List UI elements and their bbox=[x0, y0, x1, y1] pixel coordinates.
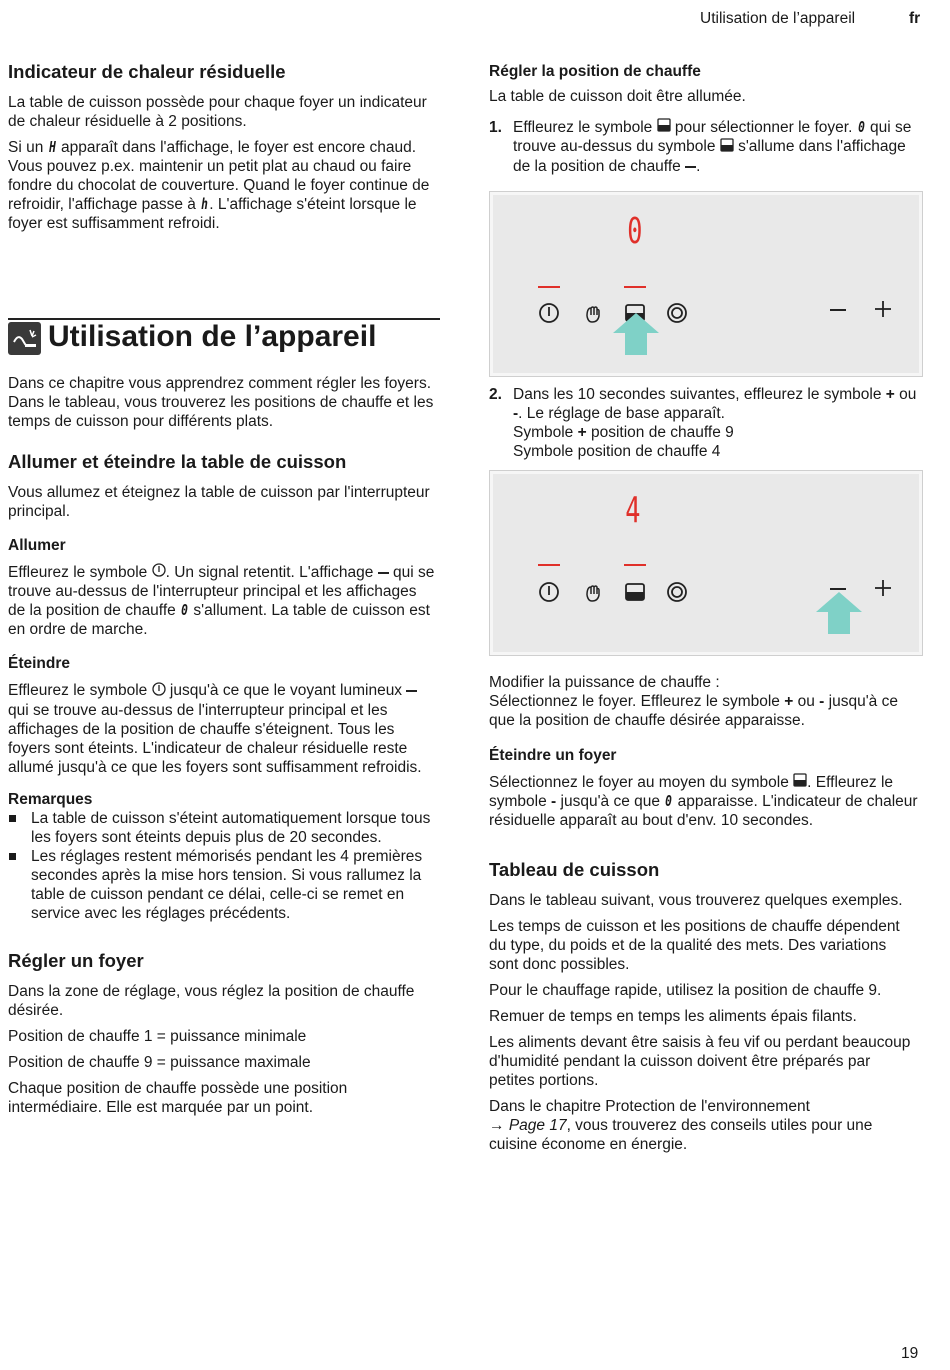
wipe-protect-icon[interactable] bbox=[582, 581, 604, 608]
off-text: Effleurez le symbole jusqu'à ce que le voyant lumineux qui se trouve au-dessus de l'interrupteur principal et les affichages de la position de chauffe s'éteignent. Tous les foyers sont éteints. L'indicateur de chaleur résiduelle reste allumé jusqu'à ce que les foyers sont suffisamment refroidis. bbox=[8, 682, 422, 776]
chapter-section bbox=[8, 374, 438, 1117]
segment-h-icon: h bbox=[201, 195, 209, 213]
zone-indicator bbox=[624, 286, 646, 288]
zone-select-icon bbox=[657, 118, 671, 137]
table-p5: Les aliments devant être saisis à feu vif ou perdant beaucoup d'humidité pendant la cuisson doivent être préparés par petites portions. bbox=[489, 1034, 911, 1090]
off-one-title: Éteindre un foyer bbox=[489, 747, 617, 764]
segment-zero-icon: 0 bbox=[857, 118, 865, 136]
power-icon[interactable] bbox=[538, 581, 560, 608]
main-switch-indicator bbox=[538, 564, 560, 566]
header-lang: fr bbox=[909, 10, 921, 27]
on-text: Effleurez le symbole . Un signal retentit. L'affichage qui se trouve au-dessus de l'interrupteur principal et les affichages de la position de chauffe 0 s'allument. La table de cuisson est en ordre de marche. bbox=[8, 564, 435, 639]
onoff-p: Vous allumez et éteignez la table de cuisson par l'interrupteur principal. bbox=[8, 484, 430, 520]
chapter-intro: Dans ce chapitre vous apprendrez comment régler les foyers. Dans le tableau, vous trouverez les positions de chauffe et les temps de cuisson pour différents plats. bbox=[8, 375, 434, 430]
table-p4: Remuer de temps en temps les aliments épais filants. bbox=[489, 1008, 857, 1026]
off-one-text: Sélectionnez le foyer au moyen du symbole . Effleurez le symbole - jusqu'à ce que 0 apparaisse. L'indicateur de chaleur résiduelle apparaît au bout d'env. 10 secondes. bbox=[489, 774, 918, 830]
step-2-section bbox=[489, 385, 919, 461]
table-title: Tableau de cuisson bbox=[489, 859, 660, 881]
step-1: 1. Effleurez le symbole pour sélectionner le foyer. 0 qui se trouve au-dessus du symbole s'allume dans l'affichage de la position de chauffe . bbox=[489, 118, 912, 175]
page-number: 19 bbox=[901, 1345, 919, 1362]
boost-icon[interactable] bbox=[666, 302, 688, 329]
regler-p2: Position de chauffe 1 = puissance minimale bbox=[8, 1027, 307, 1045]
display-digit: 4 bbox=[625, 490, 641, 531]
display-digit: 0 bbox=[627, 211, 643, 252]
table-p6: Dans le chapitre Protection de l'environnement → Page 17, vous trouverez des conseils utiles pour une cuisine économe en énergie. bbox=[489, 1098, 873, 1154]
plus-icon[interactable] bbox=[874, 300, 892, 323]
zone-indicator bbox=[624, 564, 646, 566]
chapter-title: Utilisation de l’appareil bbox=[48, 320, 377, 353]
wipe-protect-icon[interactable] bbox=[582, 302, 604, 329]
segment-zero-icon: 0 bbox=[181, 601, 188, 620]
list-item: Les réglages restent mémorisés pendant les 4 premières secondes après la mise hors tension. Si vous rallumez la table de cuisson pendant ce délai, celle-ci se remet en service avec les réglages précédents. bbox=[8, 847, 438, 923]
zone-select-icon[interactable] bbox=[624, 581, 646, 608]
on-title: Allumer bbox=[8, 537, 66, 554]
plus-icon[interactable] bbox=[874, 579, 892, 602]
segment-zero-icon: 0 bbox=[665, 792, 673, 811]
off-title: Éteindre bbox=[8, 655, 71, 673]
residual-title: Indicateur de chaleur résiduelle bbox=[8, 61, 286, 82]
control-panel-1 bbox=[489, 191, 923, 377]
notes-title: Remarques bbox=[8, 790, 93, 808]
control-panel-2 bbox=[489, 470, 923, 656]
chapter-heading bbox=[8, 318, 440, 360]
segment-H-icon: H bbox=[48, 138, 56, 156]
list-item: La table de cuisson s'éteint automatiquement lorsque tous les foyers sont éteints depuis plus de 20 secondes. bbox=[8, 809, 438, 847]
table-p2: Les temps de cuisson et les positions de chauffe dépendent du type, du poids et de la qualité des mets. Des variations sont donc possibles. bbox=[489, 918, 900, 974]
indicator-dash-icon bbox=[378, 572, 389, 574]
zone-select-icon bbox=[720, 138, 734, 157]
regler-p3: Position de chauffe 9 = puissance maximale bbox=[8, 1053, 311, 1071]
power-icon[interactable] bbox=[538, 302, 560, 329]
page-link[interactable]: Page 17 bbox=[508, 1117, 567, 1135]
hob-usage-icon bbox=[8, 322, 41, 355]
zone-select-icon bbox=[793, 773, 807, 792]
boost-icon[interactable] bbox=[666, 581, 688, 608]
pointer-arrow-icon bbox=[611, 311, 661, 362]
header-title: Utilisation de l’appareil bbox=[700, 10, 856, 27]
residual-p2: Si un H apparaît dans l'affichage, le foyer est encore chaud. Vous pouvez p.ex. maintenir un petit plat au chaud ou faire fondre du chocolat de couverture. Quand le foyer continue de refroidir, l'affichage passe à h. L'affichage s'éteint lorsque le foyer est suffisamment refroidi. bbox=[8, 138, 430, 232]
pointer-arrow-icon bbox=[814, 590, 864, 641]
table-p1: Dans le tableau suivant, vous trouverez quelques exemples. bbox=[489, 892, 903, 910]
position-section bbox=[489, 62, 919, 176]
position-title: Régler la position de chauffe bbox=[489, 63, 701, 80]
power-icon bbox=[152, 682, 166, 701]
regler-title: Régler un foyer bbox=[8, 949, 144, 971]
residual-p1: La table de cuisson possède pour chaque foyer un indicateur de chaleur résiduelle à 2 positions. bbox=[8, 94, 427, 130]
indicator-dash-icon bbox=[406, 690, 417, 692]
indicator-dash-icon bbox=[685, 166, 696, 168]
power-icon bbox=[152, 563, 166, 582]
residual-section bbox=[8, 61, 438, 233]
right-lower-section bbox=[489, 673, 919, 1154]
minus-icon[interactable] bbox=[830, 309, 846, 311]
notes-list bbox=[8, 809, 438, 923]
step-2: 2. Dans les 10 secondes suivantes, effleurez le symbole + ou -. Le réglage de base apparaît. Symbole + position de chauffe 9 Symbole position de chauffe 4 bbox=[489, 386, 917, 460]
position-p: La table de cuisson doit être allumée. bbox=[489, 88, 746, 105]
onoff-title: Allumer et éteindre la table de cuisson bbox=[8, 451, 347, 472]
arrow-right-icon: → bbox=[489, 1117, 505, 1135]
main-switch-indicator bbox=[538, 286, 560, 288]
regler-p4: Chaque position de chauffe possède une position intermédiaire. Elle est marquée par un point. bbox=[8, 1079, 348, 1116]
table-p3: Pour le chauffage rapide, utilisez la position de chauffe 9. bbox=[489, 982, 882, 1000]
modify-text: Modifier la puissance de chauffe : Sélectionnez le foyer. Effleurez le symbole + ou - jusqu'à ce que la position de chauffe désirée apparaisse. bbox=[489, 674, 898, 729]
regler-p1: Dans la zone de réglage, vous réglez la position de chauffe désirée. bbox=[8, 982, 415, 1019]
